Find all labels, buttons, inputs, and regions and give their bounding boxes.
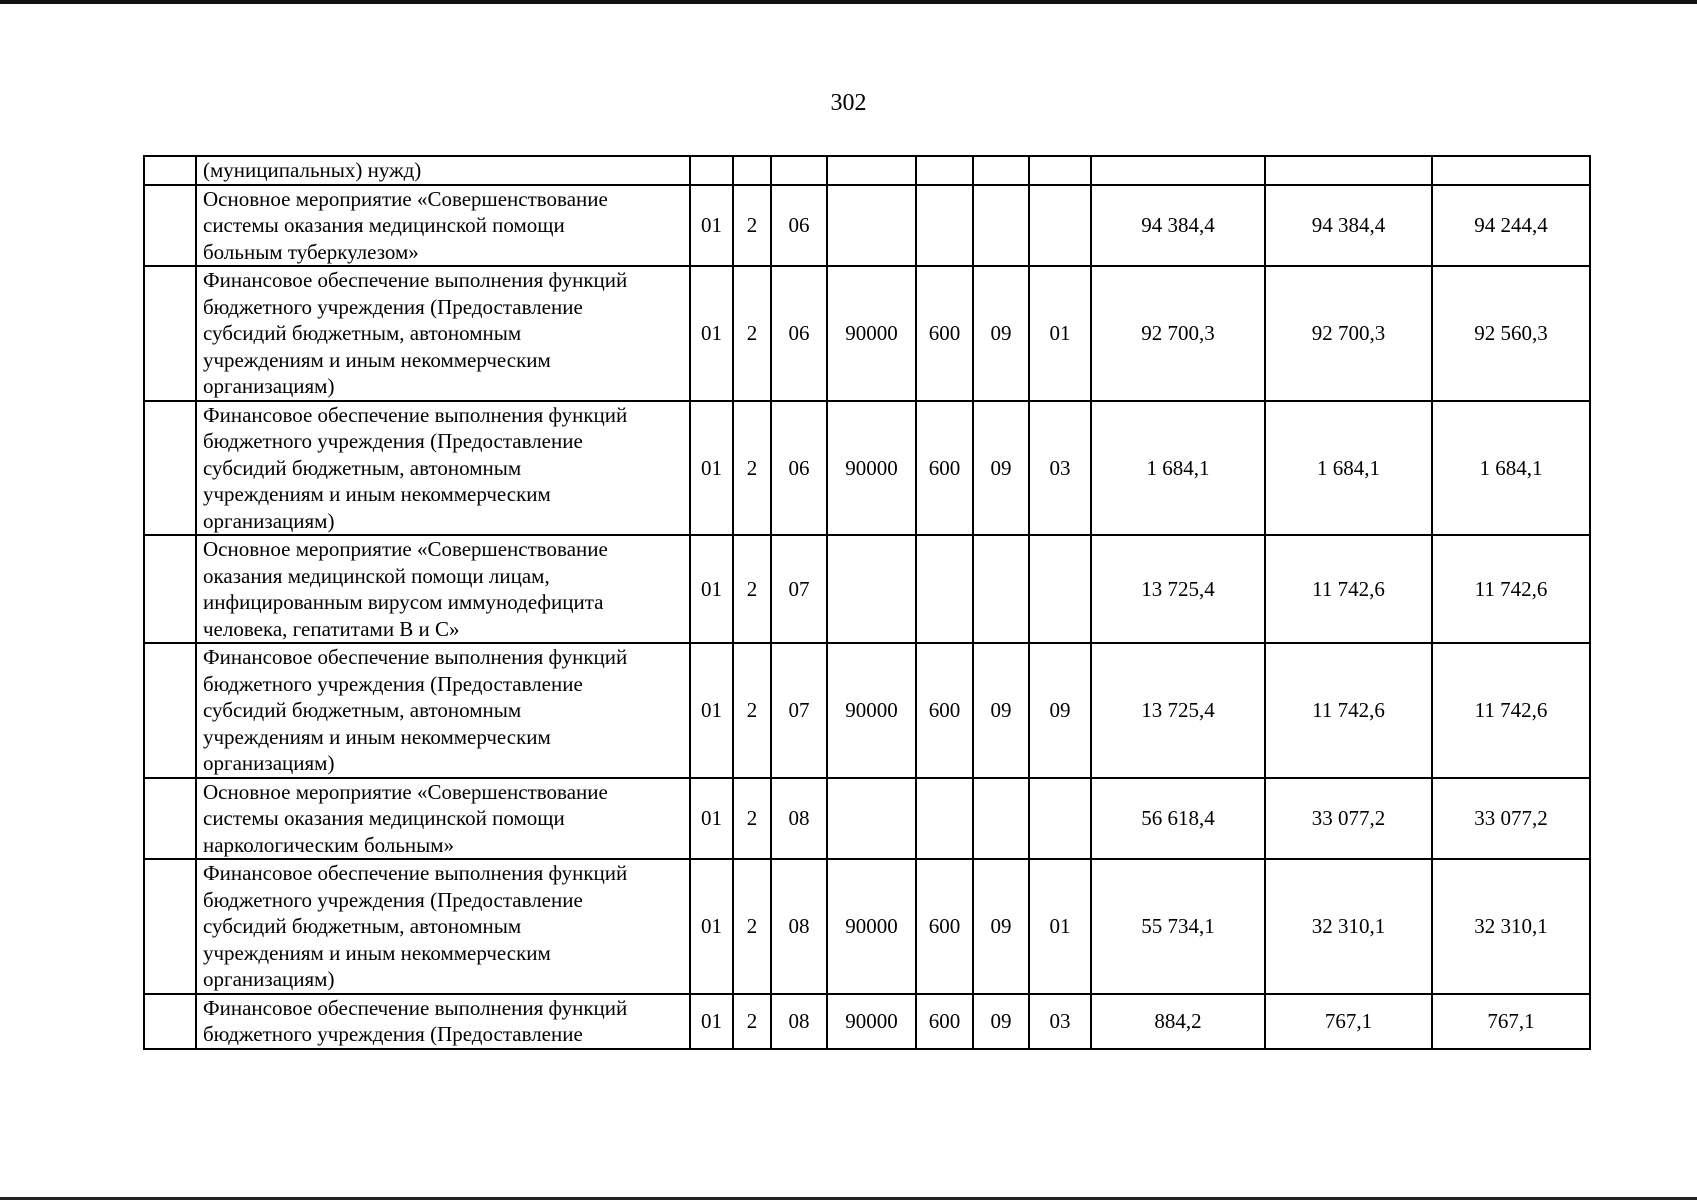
expense-type-cell bbox=[916, 156, 973, 185]
section-code-cell: 09 bbox=[973, 266, 1029, 401]
item-name-line: учреждениям и иным некоммерческим bbox=[203, 724, 551, 749]
program-code-cell bbox=[690, 156, 733, 185]
item-name-line: организациям) bbox=[203, 967, 335, 991]
item-name-line: (муниципальных) нужд) bbox=[203, 158, 422, 182]
section-code-cell: 09 bbox=[973, 859, 1029, 994]
item-name-line: Финансовое обеспечение выполнения функций bbox=[203, 995, 628, 1020]
amount-year2-cell: 94 384,4 bbox=[1265, 185, 1432, 267]
item-name-line: Финансовое обеспечение выполнения функций bbox=[203, 268, 628, 292]
section-code-cell bbox=[973, 535, 1029, 643]
item-name-line: системы оказания медицинской помощи bbox=[203, 806, 565, 830]
subsection-code-cell bbox=[1029, 535, 1091, 643]
expense-type-cell: 600 bbox=[916, 401, 973, 536]
budget-table bbox=[143, 155, 1591, 1050]
activity-code-cell: 08 bbox=[771, 778, 827, 860]
activity-code-cell: 06 bbox=[771, 185, 827, 267]
amount-year1-cell: 884,2 bbox=[1091, 994, 1265, 1049]
item-name-line: оказания медицинской помощи лицам, bbox=[203, 563, 550, 588]
table-row bbox=[144, 859, 1590, 994]
amount-year2-cell: 33 077,2 bbox=[1265, 778, 1432, 860]
activity-code-cell: 08 bbox=[771, 994, 827, 1049]
section-code-cell: 09 bbox=[973, 401, 1029, 536]
table-row bbox=[144, 994, 1590, 1049]
item-name-line: Основное мероприятие «Совершенствование bbox=[203, 186, 608, 211]
item-name-line: организациям) bbox=[203, 751, 335, 775]
item-name-line: учреждениям и иным некоммерческим bbox=[203, 482, 551, 506]
item-name-line: Основное мероприятие «Совершенствование bbox=[203, 537, 608, 561]
expense-type-cell: 600 bbox=[916, 643, 973, 778]
amount-year3-cell: 32 310,1 bbox=[1432, 859, 1590, 994]
section-code-cell bbox=[973, 778, 1029, 860]
amount-year2-cell: 92 700,3 bbox=[1265, 266, 1432, 401]
amount-year1-cell: 13 725,4 bbox=[1091, 643, 1265, 778]
subprogram-code-cell: 2 bbox=[733, 859, 771, 994]
amount-year3-cell: 11 742,6 bbox=[1432, 535, 1590, 643]
expense-type-cell: 600 bbox=[916, 859, 973, 994]
amount-year3-cell: 94 244,4 bbox=[1432, 185, 1590, 267]
table-row bbox=[144, 401, 1590, 536]
amount-year3-cell: 767,1 bbox=[1432, 994, 1590, 1049]
expense-type-cell bbox=[916, 185, 973, 267]
item-name-line: больным туберкулезом» bbox=[203, 239, 419, 264]
amount-year3-cell: 11 742,6 bbox=[1432, 643, 1590, 778]
item-name-line: Основное мероприятие «Совершенствование bbox=[203, 779, 608, 804]
amount-year2-cell: 32 310,1 bbox=[1265, 859, 1432, 994]
direction-code-cell: 90000 bbox=[827, 401, 916, 536]
item-name-line: Финансовое обеспечение выполнения функций bbox=[203, 861, 628, 885]
item-name-line: системы оказания медицинской помощи bbox=[203, 213, 565, 237]
direction-code-cell bbox=[827, 156, 916, 185]
program-code-cell: 01 bbox=[690, 535, 733, 643]
item-name-line: учреждениям и иным некоммерческим bbox=[203, 347, 551, 372]
activity-code-cell: 06 bbox=[771, 266, 827, 401]
subprogram-code-cell: 2 bbox=[733, 185, 771, 267]
section-code-cell: 09 bbox=[973, 643, 1029, 778]
direction-code-cell bbox=[827, 778, 916, 860]
item-name-line: бюджетного учреждения (Предоставление bbox=[203, 671, 583, 696]
amount-year3-cell bbox=[1432, 156, 1590, 185]
table-body bbox=[144, 156, 1590, 1049]
item-name-line: субсидий бюджетным, автономным bbox=[203, 698, 522, 722]
page-number: 302 bbox=[830, 90, 867, 116]
amount-year1-cell: 94 384,4 bbox=[1091, 185, 1265, 267]
direction-code-cell: 90000 bbox=[827, 994, 916, 1049]
item-name-line: Финансовое обеспечение выполнения функций bbox=[203, 645, 628, 669]
subsection-code-cell: 03 bbox=[1029, 994, 1091, 1049]
amount-year2-cell: 11 742,6 bbox=[1265, 535, 1432, 643]
item-name-line: субсидий бюджетным, автономным bbox=[203, 455, 522, 480]
item-name-cell bbox=[196, 859, 690, 994]
subsection-code-cell: 01 bbox=[1029, 266, 1091, 401]
activity-code-cell bbox=[771, 156, 827, 185]
item-name-line: субсидий бюджетным, автономным bbox=[203, 914, 522, 938]
amount-year1-cell: 56 618,4 bbox=[1091, 778, 1265, 860]
item-name-line: бюджетного учреждения (Предоставление bbox=[203, 1022, 583, 1046]
subprogram-code-cell: 2 bbox=[733, 401, 771, 536]
program-code-cell: 01 bbox=[690, 994, 733, 1049]
subsection-code-cell: 01 bbox=[1029, 859, 1091, 994]
activity-code-cell: 07 bbox=[771, 535, 827, 643]
subprogram-code-cell: 2 bbox=[733, 994, 771, 1049]
item-name-cell bbox=[196, 401, 690, 536]
section-code-cell bbox=[973, 185, 1029, 267]
amount-year2-cell bbox=[1265, 156, 1432, 185]
table-row bbox=[144, 535, 1590, 643]
expense-type-cell: 600 bbox=[916, 266, 973, 401]
amount-year2-cell: 767,1 bbox=[1265, 994, 1432, 1049]
index-cell bbox=[144, 156, 196, 185]
item-name-cell bbox=[196, 266, 690, 401]
index-cell bbox=[144, 266, 196, 401]
amount-year2-cell: 11 742,6 bbox=[1265, 643, 1432, 778]
subprogram-code-cell: 2 bbox=[733, 643, 771, 778]
amount-year3-cell: 1 684,1 bbox=[1432, 401, 1590, 536]
subsection-code-cell: 09 bbox=[1029, 643, 1091, 778]
table-row bbox=[144, 643, 1590, 778]
subprogram-code-cell: 2 bbox=[733, 266, 771, 401]
item-name-line: Финансовое обеспечение выполнения функций bbox=[203, 402, 628, 427]
index-cell bbox=[144, 643, 196, 778]
subprogram-code-cell bbox=[733, 156, 771, 185]
section-code-cell bbox=[973, 156, 1029, 185]
activity-code-cell: 07 bbox=[771, 643, 827, 778]
program-code-cell: 01 bbox=[690, 643, 733, 778]
item-name-cell bbox=[196, 643, 690, 778]
activity-code-cell: 06 bbox=[771, 401, 827, 536]
item-name-line: субсидий бюджетным, автономным bbox=[203, 321, 522, 345]
item-name-cell bbox=[196, 994, 690, 1049]
direction-code-cell: 90000 bbox=[827, 266, 916, 401]
amount-year1-cell: 13 725,4 bbox=[1091, 535, 1265, 643]
subsection-code-cell bbox=[1029, 185, 1091, 267]
item-name-cell bbox=[196, 156, 690, 185]
item-name-line: инфицированным вирусом иммунодефицита bbox=[203, 590, 604, 614]
amount-year1-cell: 1 684,1 bbox=[1091, 401, 1265, 536]
subsection-code-cell: 03 bbox=[1029, 401, 1091, 536]
item-name-line: учреждениям и иным некоммерческим bbox=[203, 940, 551, 965]
amount-year1-cell bbox=[1091, 156, 1265, 185]
item-name-cell bbox=[196, 535, 690, 643]
direction-code-cell bbox=[827, 535, 916, 643]
item-name-line: наркологическим больным» bbox=[203, 832, 455, 857]
item-name-line: организациям) bbox=[203, 374, 335, 398]
scan-edge-top bbox=[0, 0, 1697, 4]
expense-type-cell bbox=[916, 535, 973, 643]
program-code-cell: 01 bbox=[690, 185, 733, 267]
table-row bbox=[144, 156, 1590, 185]
table-row bbox=[144, 266, 1590, 401]
direction-code-cell: 90000 bbox=[827, 859, 916, 994]
program-code-cell: 01 bbox=[690, 401, 733, 536]
item-name-cell bbox=[196, 185, 690, 267]
item-name-line: бюджетного учреждения (Предоставление bbox=[203, 294, 583, 319]
table-row bbox=[144, 185, 1590, 267]
subsection-code-cell bbox=[1029, 156, 1091, 185]
activity-code-cell: 08 bbox=[771, 859, 827, 994]
index-cell bbox=[144, 535, 196, 643]
amount-year1-cell: 92 700,3 bbox=[1091, 266, 1265, 401]
direction-code-cell: 90000 bbox=[827, 643, 916, 778]
subprogram-code-cell: 2 bbox=[733, 778, 771, 860]
amount-year3-cell: 92 560,3 bbox=[1432, 266, 1590, 401]
table-row bbox=[144, 778, 1590, 860]
amount-year3-cell: 33 077,2 bbox=[1432, 778, 1590, 860]
index-cell bbox=[144, 778, 196, 860]
item-name-line: бюджетного учреждения (Предоставление bbox=[203, 429, 583, 453]
amount-year1-cell: 55 734,1 bbox=[1091, 859, 1265, 994]
expense-type-cell bbox=[916, 778, 973, 860]
subprogram-code-cell: 2 bbox=[733, 535, 771, 643]
direction-code-cell bbox=[827, 185, 916, 267]
index-cell bbox=[144, 994, 196, 1049]
section-code-cell: 09 bbox=[973, 994, 1029, 1049]
program-code-cell: 01 bbox=[690, 778, 733, 860]
index-cell bbox=[144, 401, 196, 536]
program-code-cell: 01 bbox=[690, 859, 733, 994]
index-cell bbox=[144, 185, 196, 267]
program-code-cell: 01 bbox=[690, 266, 733, 401]
item-name-line: организациям) bbox=[203, 508, 335, 533]
item-name-line: человека, гепатитами В и С» bbox=[203, 616, 460, 641]
item-name-line: бюджетного учреждения (Предоставление bbox=[203, 887, 583, 912]
index-cell bbox=[144, 859, 196, 994]
expense-type-cell: 600 bbox=[916, 994, 973, 1049]
item-name-cell bbox=[196, 778, 690, 860]
subsection-code-cell bbox=[1029, 778, 1091, 860]
amount-year2-cell: 1 684,1 bbox=[1265, 401, 1432, 536]
